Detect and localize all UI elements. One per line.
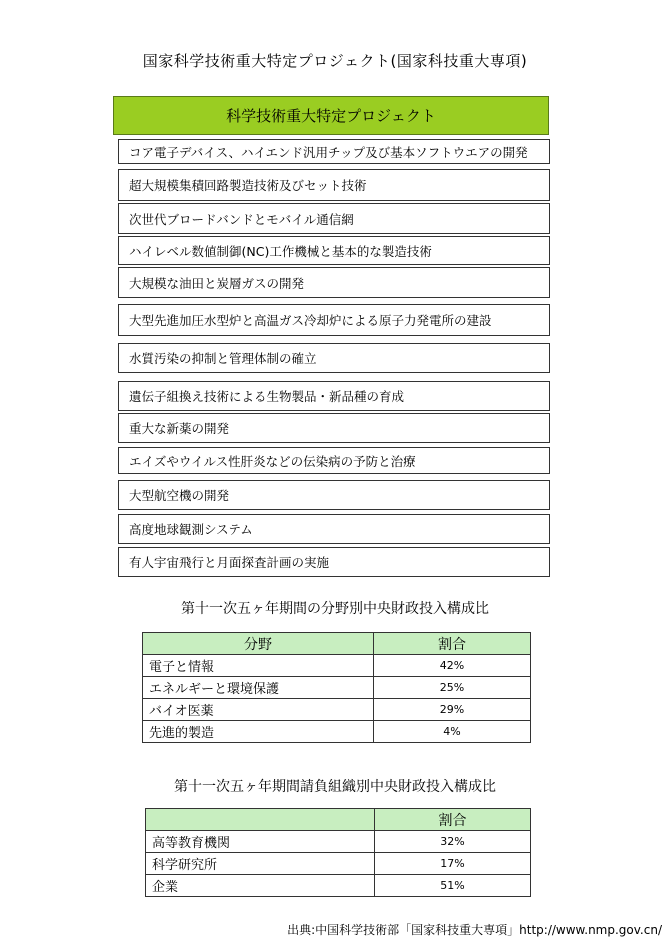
row-label: 高等教育機関 [146, 831, 375, 853]
column-header: 分野 [143, 633, 374, 655]
project-header-label: 科学技術重大特定プロジェクト [226, 107, 436, 125]
row-value: 51% [375, 875, 531, 897]
row-value: 42% [374, 655, 531, 677]
project-item: 水質汚染の抑制と管理体制の確立 [118, 343, 550, 373]
table-row [146, 875, 531, 897]
project-item: コア電子デバイス、ハイエンド汎用チップ及び基本ソフトウエアの開発 [118, 139, 550, 164]
table-row [143, 699, 531, 721]
row-value: 25% [374, 677, 531, 699]
table1-title: 第十一次五ヶ年期間の分野別中央財政投入構成比 [181, 601, 489, 617]
page-title: 国家科学技術重大特定プロジェクト(国家科技重大専項) [142, 52, 528, 70]
row-label: 電子と情報 [143, 655, 374, 677]
project-header [113, 96, 549, 135]
organization-share-table [145, 808, 531, 897]
column-header: 割合 [374, 633, 531, 655]
table2-title: 第十一次五ヶ年期間請負組織別中央財政投入構成比 [174, 779, 496, 795]
table-header-row [143, 633, 531, 655]
column-header: 割合 [375, 809, 531, 831]
project-item: 有人宇宙飛行と月面探査計画の実施 [118, 547, 550, 577]
row-value: 4% [374, 721, 531, 743]
project-item: 高度地球観測システム [118, 514, 550, 544]
project-item: 遺伝子組換え技術による生物製品・新品種の育成 [118, 381, 550, 411]
project-item: 超大規模集積回路製造技術及びセット技術 [118, 169, 550, 201]
table-row [146, 831, 531, 853]
row-value: 17% [375, 853, 531, 875]
project-item: 次世代ブロードバンドとモバイル通信網 [118, 203, 550, 234]
row-label: バイオ医薬 [143, 699, 374, 721]
project-item: 重大な新薬の開発 [118, 413, 550, 443]
row-label: 先進的製造 [143, 721, 374, 743]
project-item: 大型航空機の開発 [118, 480, 550, 510]
column-header [146, 809, 375, 831]
table-row [143, 655, 531, 677]
table-row [143, 677, 531, 699]
row-label: エネルギーと環境保護 [143, 677, 374, 699]
field-share-table [142, 632, 531, 743]
row-value: 29% [374, 699, 531, 721]
project-item: ハイレベル数値制御(NC)工作機械と基本的な製造技術 [118, 236, 550, 265]
row-label: 企業 [146, 875, 375, 897]
table-header-row [146, 809, 531, 831]
source-footer: 出典:中国科学技術部「国家科技重大専項」http://www.nmp.gov.cn/ [287, 923, 662, 937]
project-item: 大規模な油田と炭層ガスの開発 [118, 267, 550, 298]
row-value: 32% [375, 831, 531, 853]
table-row [146, 853, 531, 875]
project-item: 大型先進加圧水型炉と高温ガス冷却炉による原子力発電所の建設 [118, 304, 550, 336]
table-row [143, 721, 531, 743]
project-item: エイズやウイルス性肝炎などの伝染病の予防と治療 [118, 447, 550, 474]
row-label: 科学研究所 [146, 853, 375, 875]
